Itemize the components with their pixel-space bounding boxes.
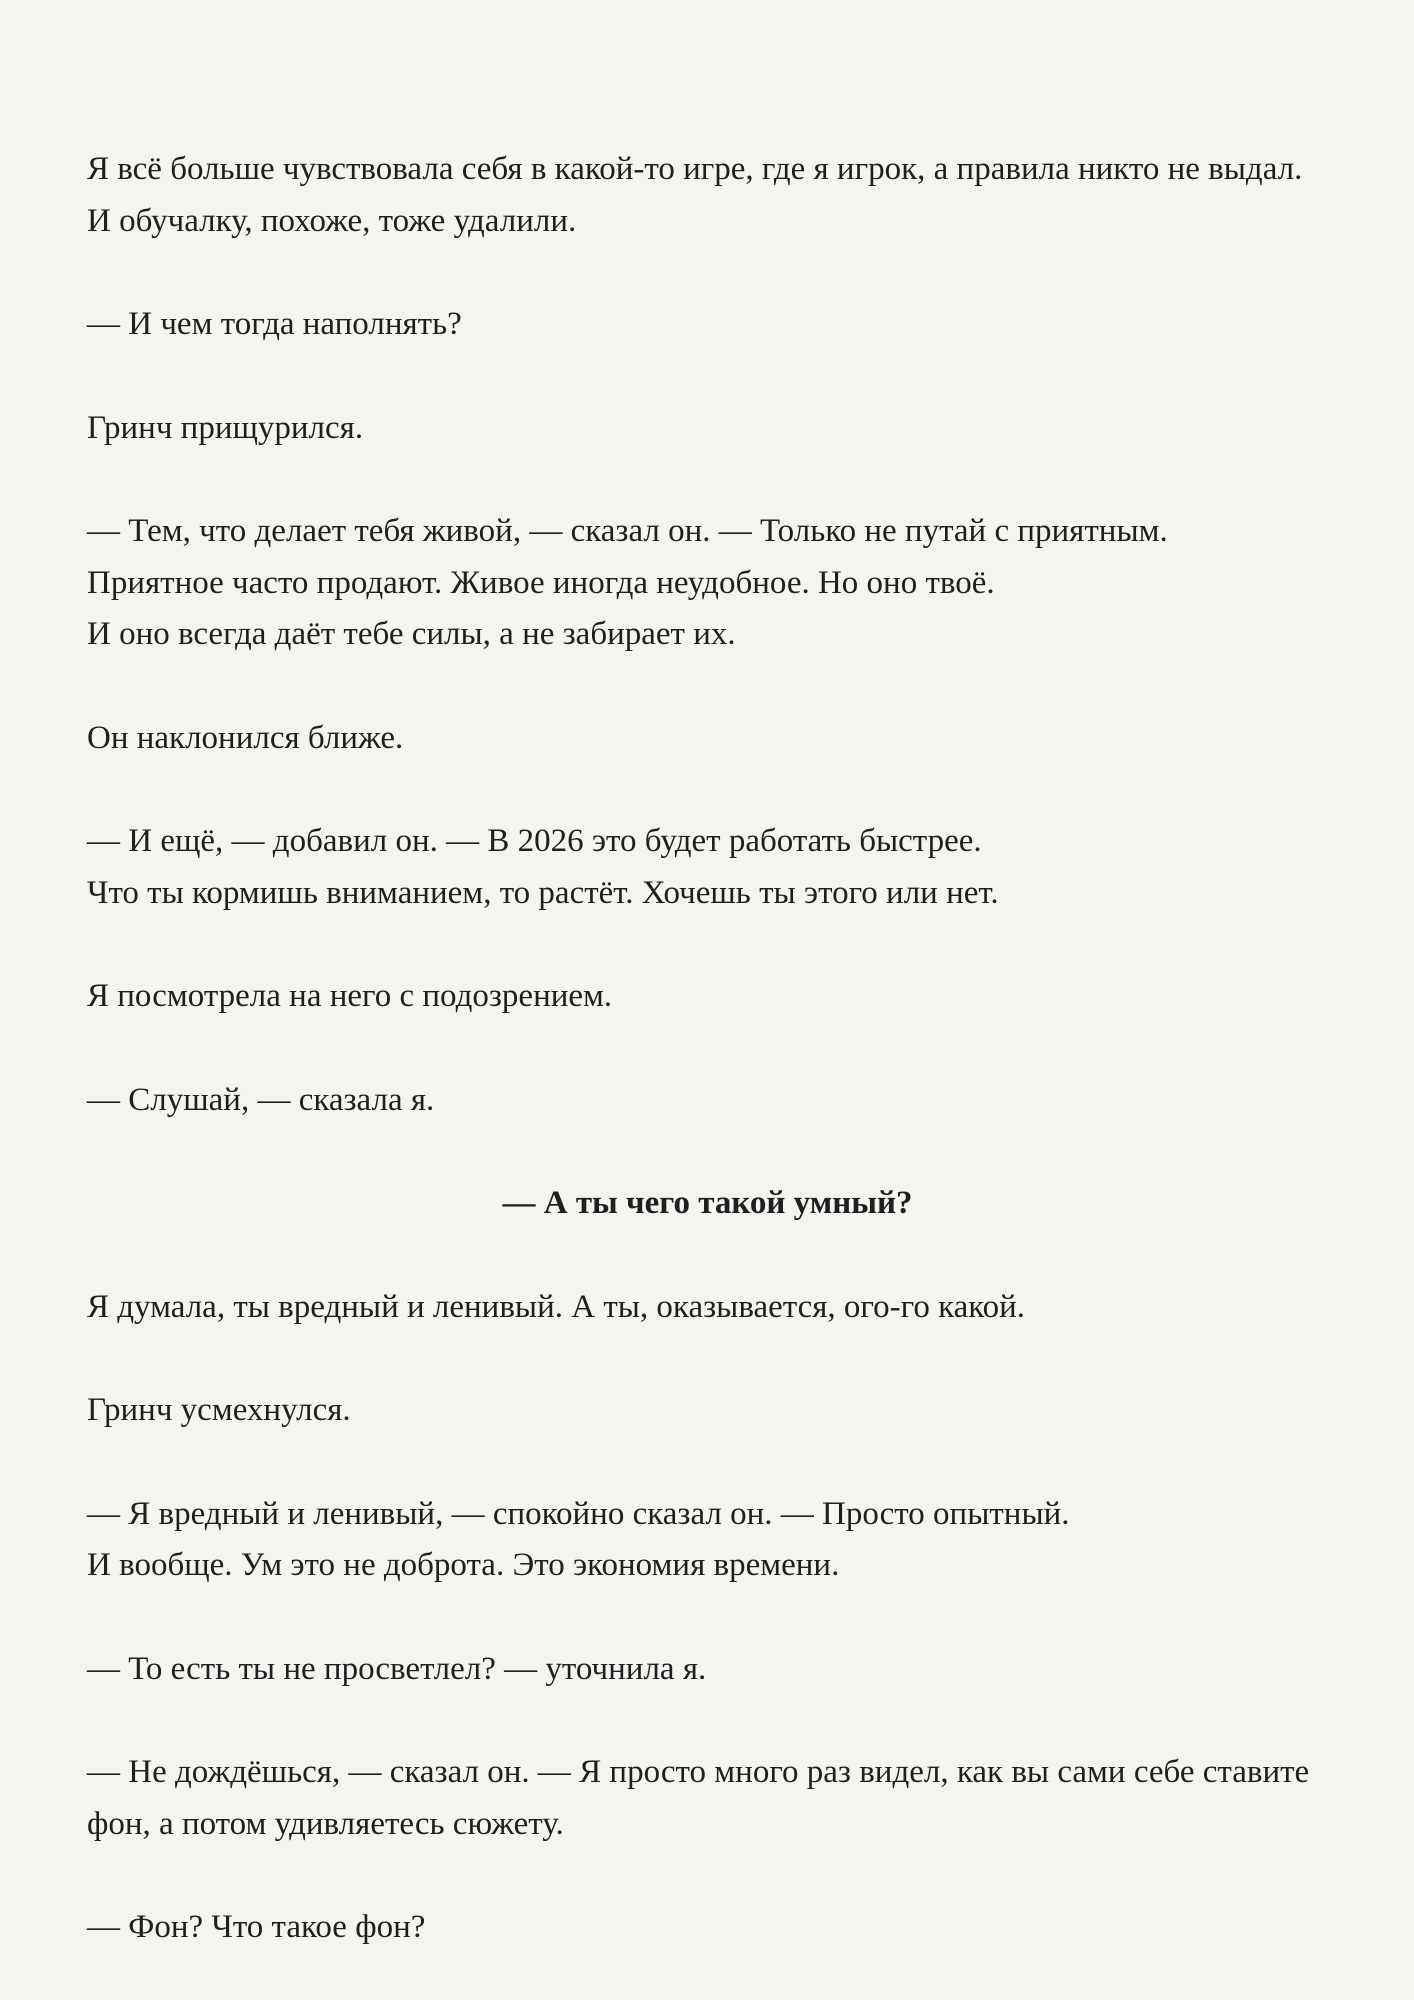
- paragraph-2026: — И ещё, — добавил он. — В 2026 это будет работать быстрее. Что ты кормишь вниманием, то растёт. Хочешь ты этого или нет.: [87, 823, 999, 911]
- paragraph-what-background: — Фон? Что такое фон?: [87, 1909, 426, 1945]
- heading-smart-question: — А ты чего такой умный?: [502, 1185, 913, 1221]
- paragraph-experienced: — Я вредный и ленивый, — спокойно сказал он. — Просто опытный. И вообще. Ум это не доброта. Это экономия времени.: [87, 1495, 1070, 1583]
- paragraph-thought-lazy: Я думала, ты вредный и ленивый. А ты, оказывается, ого-го какой.: [87, 1288, 1026, 1325]
- paragraph-background: — Не дождёшься, — сказал он. — Я просто много раз видел, как вы сами себе ставите фон, а потом удивляетесь сюжету.: [87, 1754, 1310, 1842]
- paragraph-alive-answer: — Тем, что делает тебя живой, — сказал он. — Только не путай с приятным. Приятное часто продают. Живое иногда неудобное. Но оно твоё. И оно всегда даёт тебе силы, а не забирает их.: [87, 513, 1168, 652]
- paragraph-listen: — Слушай, — сказала я.: [87, 1081, 435, 1118]
- paragraph-leaned-closer: Он наклонился ближе.: [87, 719, 404, 756]
- paragraph-grinch-smirked: Гринч усмехнулся.: [87, 1392, 351, 1428]
- paragraph-enlightened: — То есть ты не просветлел? — уточнила я.: [87, 1650, 707, 1687]
- paragraph-question-fill: — И чем тогда наполнять?: [87, 306, 462, 342]
- paragraph-grinch-squinted: Гринч прищурился.: [87, 409, 364, 446]
- paragraph-suspicion: Я посмотрела на него с подозрением.: [87, 978, 613, 1014]
- paragraph-game-feeling: Я всё больше чувствовала себя в какой-то игре, где я игрок, а правила никто не выдал. И обучалку, похоже, тоже удалили.: [87, 151, 1303, 239]
